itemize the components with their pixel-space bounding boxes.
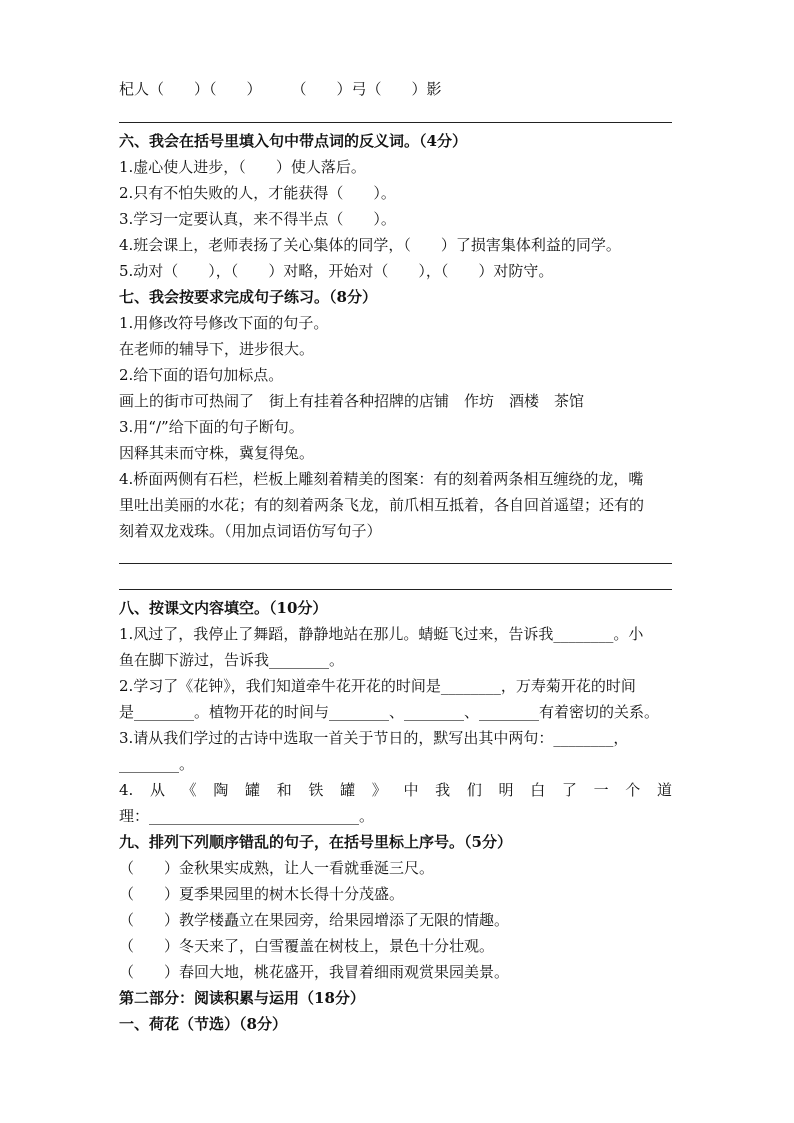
section7-line: 在老师的辅导下，进步很大。 — [119, 340, 315, 358]
section8-line: 4.从《陶罐和铁罐》中我们明白了一个道 — [119, 781, 672, 799]
section8-line: 理：____________________________。 — [119, 807, 375, 825]
section7-title: 七、我会按要求完成句子练习。（8分） — [119, 288, 377, 306]
section9-item: （ ）夏季果园里的树木长得十分茂盛。 — [119, 885, 405, 903]
answer-rule — [119, 589, 672, 590]
section7-line: 2.给下面的语句加标点。 — [119, 366, 284, 384]
section7-line: 4.桥面两侧有石栏，栏板上雕刻着精美的图案：有的刻着两条相互缠绕的龙，嘴 — [119, 470, 644, 488]
section8-line: 1.风过了，我停止了舞蹈，静静地站在那儿。蜻蜓飞过来，告诉我________。小 — [119, 625, 644, 643]
section7-line: 1.用修改符号修改下面的句子。 — [119, 314, 329, 332]
section8-line: ________。 — [119, 755, 195, 773]
section6-title: 六、我会在括号里填入句中带点词的反义词。（4分） — [119, 132, 467, 150]
section6-item: 4.班会课上，老师表扬了关心集体的同学，（ ）了损害集体利益的同学。 — [119, 236, 621, 254]
section9-item: （ ）冬天来了，白雪覆盖在树枝上，景色十分壮观。 — [119, 937, 495, 955]
section9-item: （ ）教学楼矗立在果园旁，给果园增添了无限的情趣。 — [119, 911, 510, 929]
section6-item: 3.学习一定要认真，来不得半点（ ）。 — [119, 210, 396, 228]
section8-line: 3.请从我们学过的古诗中选取一首关于节日的，默写出其中两句：________， — [119, 729, 629, 747]
section9-title: 九、排列下列顺序错乱的句子，在括号里标上序号。（5分） — [119, 833, 512, 851]
section8-title: 八、按课文内容填空。（10分） — [119, 599, 328, 617]
section7-line: 3.用“/”给下面的句子断句。 — [119, 418, 304, 436]
idiom-fill-line: 杞人（ ）（ ） （ ）弓（ ）影 — [119, 80, 442, 98]
section7-line: 刻着双龙戏珠。（用加点词语仿写句子） — [119, 522, 382, 540]
divider-rule — [119, 122, 672, 123]
part2-title: 第二部分：阅读积累与运用（18分） — [119, 989, 365, 1007]
section8-line: 鱼在脚下游过，告诉我________。 — [119, 651, 345, 669]
section7-line: 因释其耒而守株，冀复得兔。 — [119, 444, 315, 462]
part2-subtitle: 一、荷花（节选）（8分） — [119, 1015, 287, 1033]
section8-line: 2.学习了《花钟》，我们知道牵牛花开花的时间是________，万寿菊开花的时间 — [119, 677, 636, 695]
section9-item: （ ）春回大地，桃花盛开，我冒着细雨观赏果园美景。 — [119, 963, 510, 981]
section8-line: 是________。植物开花的时间与________、________、________有着密切的关系。 — [119, 703, 660, 721]
section6-item: 1.虚心使人进步，（ ）使人落后。 — [119, 158, 366, 176]
section6-item: 2.只有不怕失败的人，才能获得（ ）。 — [119, 184, 396, 202]
section6-item: 5.动对（ ），（ ）对略，开始对（ ），（ ）对防守。 — [119, 262, 554, 280]
answer-rule — [119, 563, 672, 564]
section9-item: （ ）金秋果实成熟，让人一看就垂涎三尺。 — [119, 859, 435, 877]
section7-line: 画上的街市可热闹了 街上有挂着各种招牌的店铺 作坊 酒楼 茶馆 — [119, 392, 585, 410]
section7-line: 里吐出美丽的水花；有的刻着两条飞龙，前爪相互抵着，各自回首遥望；还有的 — [119, 496, 645, 514]
